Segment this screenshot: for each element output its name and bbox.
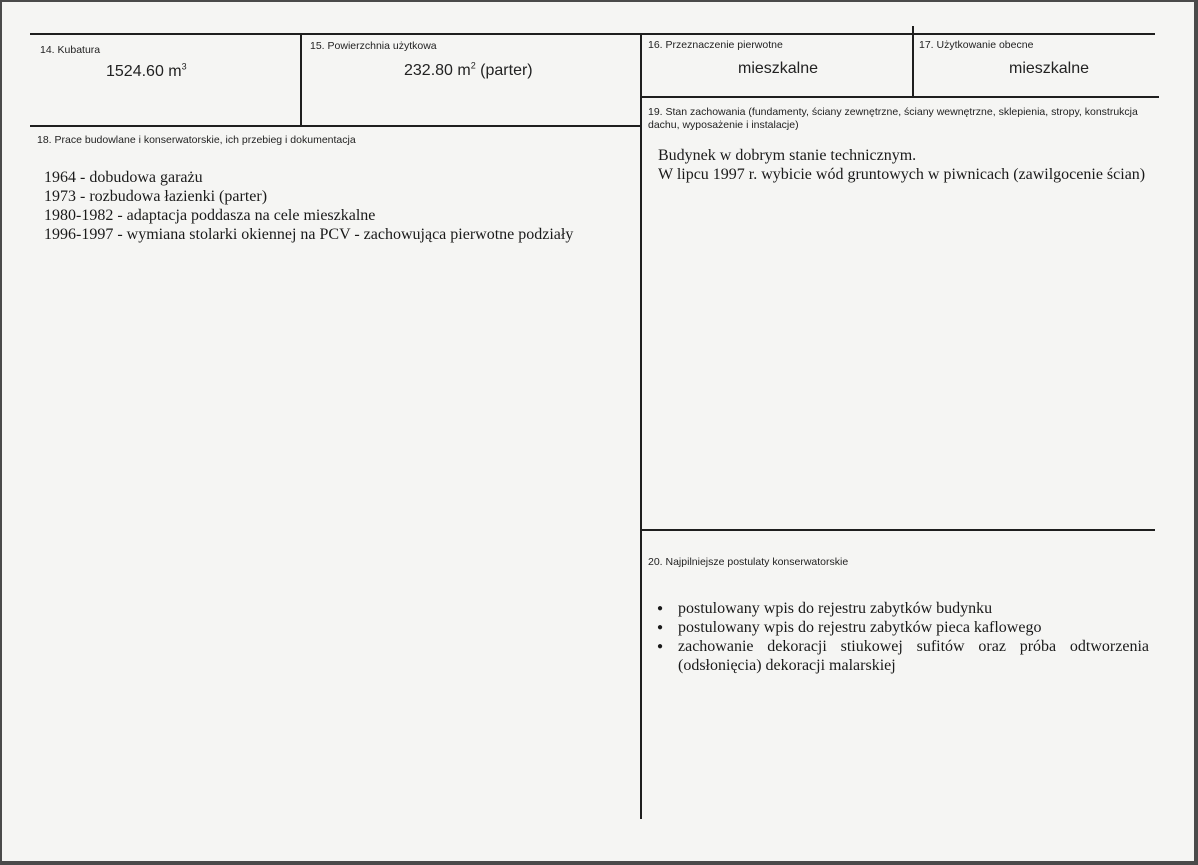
field-20-list (657, 599, 1149, 675)
field-16-value: mieszkalne (737, 60, 819, 77)
list-item: 1980-1982 - adaptacja poddasza na cele mieszkalne (44, 207, 376, 224)
list-item: 1964 - dobudowa garażu (44, 169, 203, 186)
field-14-value (106, 62, 187, 82)
top-rule (30, 33, 1155, 35)
list-item: ● zachowanie dekoracji stiukowej sufitów oraz próba odtworzenia (odsłonięcia) dekoracji malarskiej (657, 637, 1149, 675)
rule-above-20 (642, 529, 1155, 531)
field-19-text (658, 146, 1145, 184)
field-15-value (404, 61, 533, 81)
field-15-label: 15. Powierzchnia użytkowa (310, 40, 437, 52)
field-14-label: 14. Kubatura (40, 44, 101, 56)
field-15-number: 232.80 m (404, 62, 471, 79)
field-15-exponent: 2 (470, 60, 476, 71)
form-sheet (2, 2, 1194, 861)
field-19-line: Budynek w dobrym stanie technicznym. (658, 147, 917, 164)
field-16-label: 16. Przeznaczenie pierwotne (648, 39, 783, 51)
field-17-value: mieszkalne (1008, 60, 1090, 77)
field-14-number: 1524.60 m (106, 63, 182, 80)
list-item: ● postulowany wpis do rejestru zabytków pieca kaflowego (657, 618, 1149, 637)
field-14-exponent: 3 (181, 61, 187, 72)
list-item: 1973 - rozbudowa łazienki (parter) (44, 188, 268, 205)
list-item: 1996-1997 - wymiana stolarki okiennej na PCV - zachowująca pierwotne podziały (44, 226, 574, 243)
field-19-label: 19. Stan zachowania (fundamenty, ściany zewnętrzne, ściany wewnętrzne, sklepienia, stropy, konstrukcja dachu, wyposażenie i instalacje) (648, 106, 1138, 131)
field-20-label: 20. Najpilniejsze postulaty konserwatorskie (648, 556, 849, 568)
field-19-line: W lipcu 1997 r. wybicie wód gruntowych w piwnicach (zawilgocenie ścian) (658, 166, 1146, 183)
rule-under-16-17 (642, 96, 1159, 98)
rule-under-14-15 (30, 125, 640, 127)
center-divider (640, 35, 642, 819)
divider-14-15 (300, 35, 302, 127)
field-17-label: 17. Użytkowanie obecne (919, 39, 1034, 51)
field-15-suffix: (parter) (475, 62, 533, 79)
field-18-label: 18. Prace budowlane i konserwatorskie, ich przebieg i dokumentacja (37, 134, 356, 146)
list-item: ● postulowany wpis do rejestru zabytków budynku (657, 599, 1149, 618)
field-18-list (44, 168, 573, 244)
